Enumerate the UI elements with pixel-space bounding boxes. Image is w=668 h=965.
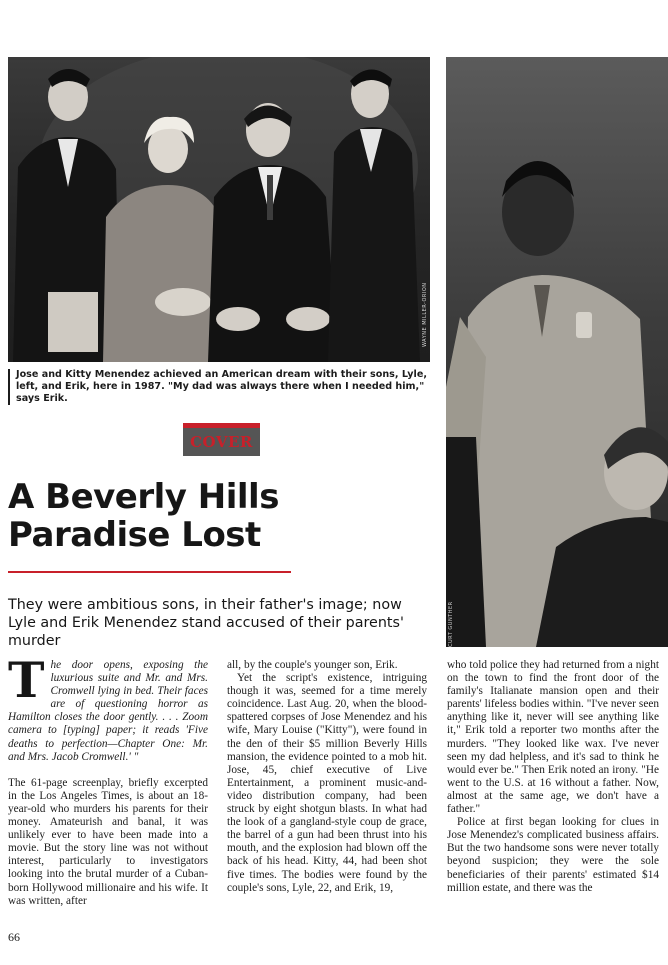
article-column-3 bbox=[447, 659, 659, 895]
article-paragraph: The 61-page screenplay, briefly excerpted in the Los Angeles Times, is about an 18-year-old who murders his parents for their money. Amateurish and banal, it was unlikely ever to have been made into a movie. But the story line was not without interest, particularly to investigators looking into the brutal murder of a Cuban-born Hollywood millionaire and his wife. It was written, after bbox=[8, 776, 208, 907]
family-photo bbox=[8, 57, 430, 362]
article-paragraph: who told police they had returned from a night on the town to find the front door of the family's Italianate mansion open and their parents' lifeless bodies within. "I've never seen anything like it, never will see anything like it," Erik told a reporter two months after the murders. "They looked like wax. I've never seen my dad helpless, and it's sad to think he would ever be." Then Erik noted an irony. "He went to the U.S. at 16 without a father. Now, almost at the same age, we don't have a father." bbox=[447, 659, 659, 816]
deck: They were ambitious sons, in their father's image; now Lyle and Erik Menendez stand accused of their parents' murder bbox=[8, 597, 404, 649]
courtroom-photo-credit: CURT GUNTHER bbox=[448, 601, 454, 647]
article-paragraph: Police at first began looking for clues in Jose Menendez's complicated business affairs. But the two handsome sons were never totally beyond suspicion; they were the sole beneficiaries of their parents' estimated $14 million estate, and there was the bbox=[447, 816, 659, 894]
headline-rule bbox=[8, 571, 291, 573]
paragraph-gap bbox=[8, 764, 208, 777]
headline bbox=[8, 478, 428, 554]
family-photo-figures bbox=[8, 57, 430, 362]
headline-line-1: A Beverly Hills bbox=[8, 477, 279, 517]
family-photo-credit: WAYNE MILLER-ORION bbox=[422, 282, 428, 347]
page-number: 66 bbox=[8, 930, 20, 944]
courtroom-photo-figures bbox=[446, 57, 668, 647]
photo-caption: Jose and Kitty Menendez achieved an American dream with their sons, Lyle, left, and Erik, here in 1987. "My dad was always there when I needed him," says Erik. bbox=[8, 369, 430, 405]
article-column-1 bbox=[8, 651, 208, 908]
intro-text: he door opens, exposing the luxurious suite and Mr. and Mrs. Cromwell lying in bed. Their faces are of questioning horror as Hamilton closes the door gently. . . . Zoom camera to [typing] paper; it reads 'Five deaths to perfection—Chapter One: Mr. and Mrs. Jacob Cromwell.' " bbox=[8, 659, 208, 763]
drop-cap: T bbox=[8, 651, 45, 709]
section-tag: COVER bbox=[183, 423, 260, 456]
courtroom-photo bbox=[446, 57, 668, 647]
article-column-2 bbox=[227, 659, 427, 895]
article-intro bbox=[8, 651, 208, 764]
article-paragraph: Yet the script's existence, intriguing though it was, seemed for a time merely coincidence. Last Aug. 20, when the blood-spattered corpses of Jose Menendez and his wife, Mary Louise ("Kitty"), were found in the den of their $5 million Beverly Hills mansion, the evidence pointed to a mob hit. Jose, 45, chief executive of Live Entertainment, a prominent music-and-video distribution company, had been struck by eight shotgun blasts. In what had the look of a gangland-style coup de grace, the barrel of a gun had been thrust into his mouth, and the explosion had blown off the back of his head. Kitty, 44, had been shot five times. The bodies were found by the couple's sons, Lyle, 22, and Erik, 19, bbox=[227, 672, 427, 894]
headline-line-2: Paradise Lost bbox=[8, 515, 261, 555]
article-paragraph: all, by the couple's younger son, Erik. bbox=[227, 659, 398, 671]
